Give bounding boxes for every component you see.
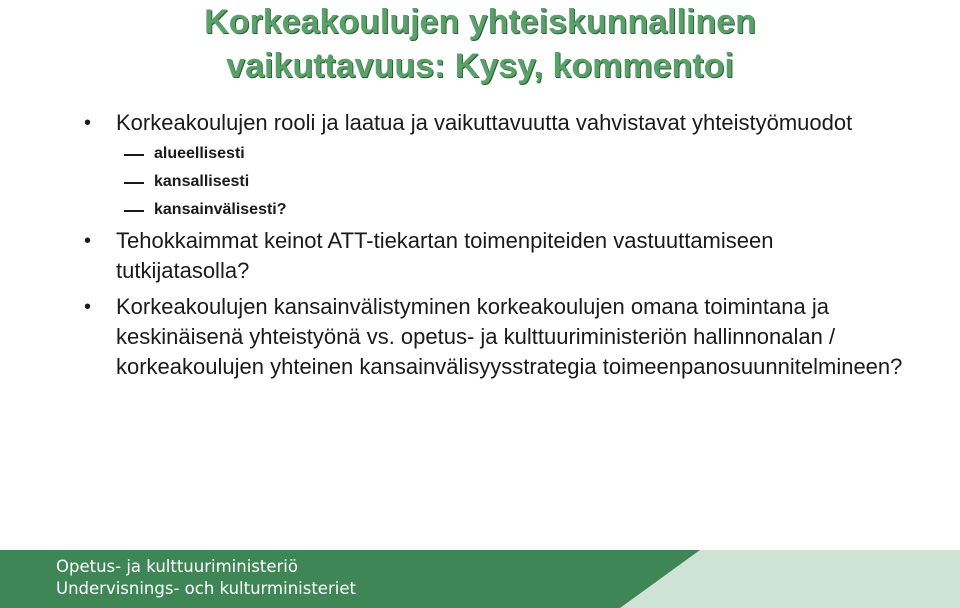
sub-item-label: kansallisesti (154, 173, 250, 190)
bullet-dot-icon: • (84, 296, 92, 318)
sub-item-label: alueellisesti (154, 145, 245, 162)
sub-item-international (84, 196, 904, 224)
bullet-item-roadmap (84, 226, 904, 286)
sub-item-label: kansainvälisesti? (154, 201, 287, 218)
bullet-item-internationalisation (84, 292, 904, 382)
ministry-logo-text (56, 556, 356, 600)
ministry-name-fi: Opetus- ja kulttuuriministeriö (56, 557, 298, 576)
sub-item-national (84, 168, 904, 196)
slide-title-line-1: Korkeakoulujen yhteiskunnallinen (204, 3, 756, 41)
bullet-text: Korkeakoulujen rooli ja laatua ja vaikuttavuutta vahvistavat yhteistyömuodot (116, 110, 853, 135)
slide-title (0, 0, 960, 88)
dash-icon (124, 182, 144, 184)
bullet-text: Tehokkaimmat keinot ATT-tiekartan toimenpiteiden vastuuttamiseen tutkijatasolla? (116, 228, 774, 283)
ministry-name-sv: Undervisnings- och kulturministeriet (56, 579, 356, 598)
bullet-list (84, 108, 904, 382)
sub-item-regional (84, 140, 904, 168)
bullet-dot-icon: • (84, 112, 92, 134)
footer-banner (0, 550, 960, 608)
bullet-dot-icon: • (84, 230, 92, 252)
dash-icon (124, 154, 144, 156)
bullet-item-cooperation (84, 108, 904, 138)
sub-list (84, 140, 904, 224)
dash-icon (124, 210, 144, 212)
slide-title-line-2: vaikuttavuus: Kysy, kommentoi (226, 47, 734, 85)
bullet-text: Korkeakoulujen kansainvälistyminen korkeakoulujen omana toimintana ja keskinäisenä yhteistyönä vs. opetus- ja kulttuuriministeriön hallinnonalan / korkeakoulujen yhteinen kansainvälisyysstrategia toimeenpanosuunnitelmineen? (116, 294, 903, 379)
